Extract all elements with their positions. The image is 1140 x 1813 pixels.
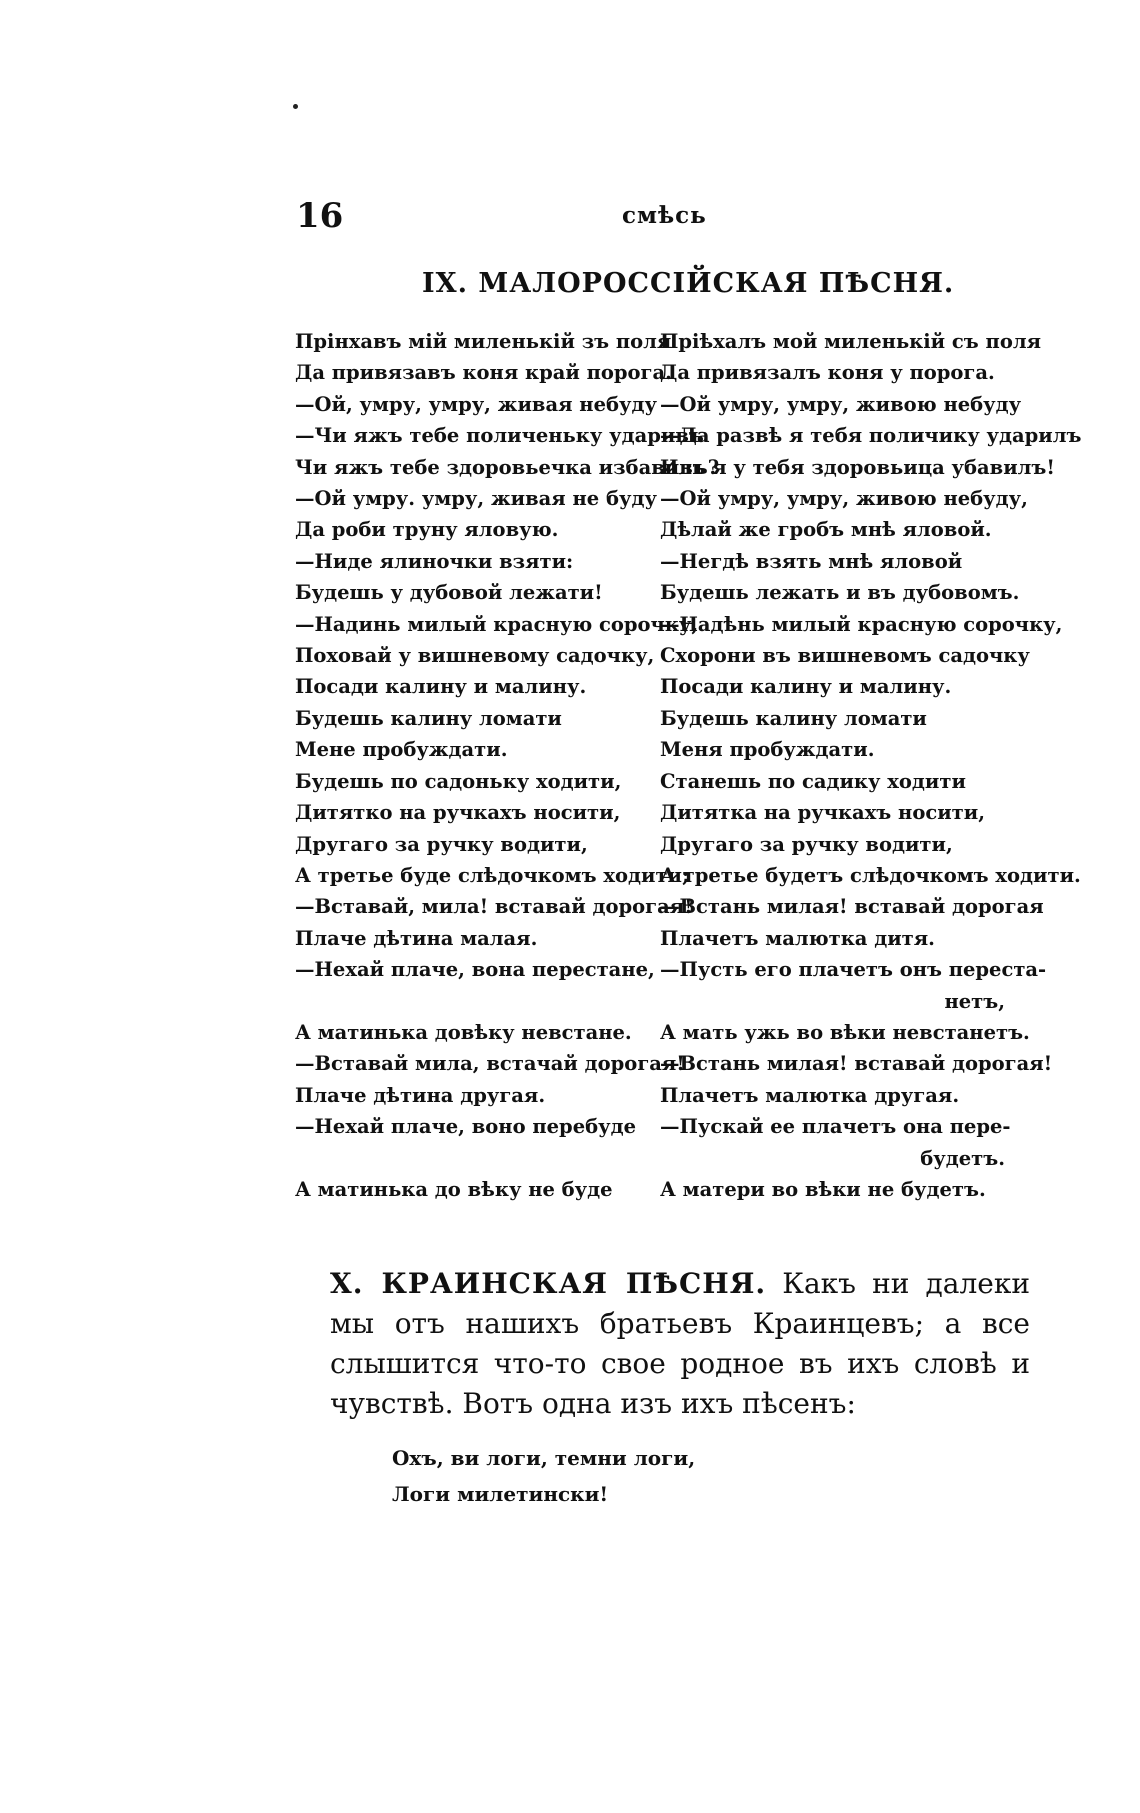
verse-line-blank	[295, 986, 719, 1017]
verse-line: Плачетъ малютка дитя.	[660, 926, 935, 950]
verse-line: Плаче дѣтина другая.	[295, 1083, 546, 1107]
verse-line: —Встань милая! вставай дорогая!	[660, 1052, 1053, 1076]
verse-line: —Надѣнь милый красную сорочку,	[660, 612, 1063, 636]
verse-line: Мене пробуждати.	[295, 738, 508, 762]
verse-line: Дитятко на ручкахъ носити,	[295, 801, 621, 825]
verse-line: —Вставай, мила! вставай дорогая!	[295, 895, 693, 919]
verse-line: —Ой умру, умру, живою небуду	[660, 392, 1022, 416]
verse-line: —Нехай плаче, воно перебуде	[295, 1115, 636, 1139]
verse-line: А третье буде слѣдочкомъ ходити;	[295, 863, 690, 887]
verse-line-continuation: нетъ,	[944, 989, 1005, 1013]
verse-line: Иль я у тебя здоровьица убавилъ!	[660, 455, 1055, 479]
verse-line: Поховай у вишневому садочку,	[295, 644, 655, 668]
verse-line: Да привязавъ коня край порога.	[295, 361, 672, 385]
verse-line: А матери во вѣки не будетъ.	[660, 1177, 986, 1201]
verse-line: Будешь калину ломати	[660, 706, 927, 730]
verse-line: —Надинь милый красную сорочку,	[295, 612, 699, 636]
section-ix-title: IX. МАЛОРОССІЙСКАЯ ПѢСНЯ.	[422, 268, 955, 299]
russian-translation-column	[660, 326, 1081, 1205]
page-number: 16	[296, 196, 344, 236]
verse-line: Прінхавъ мій миленькій зъ поля	[295, 330, 672, 353]
verse-line-continuation: будетъ.	[920, 1146, 1005, 1170]
ukrainian-text-column	[295, 326, 719, 1205]
section-x-text: Какъ ни далеки мы отъ нашихъ братьевъ Краинцевъ; а все слышится что-то свое родное въ ихъ словѣ и чувствѣ. Вотъ одна изъ ихъ пѣсенъ:	[330, 1267, 1031, 1420]
verse-line: Пріѣхалъ мой миленькій съ поля	[660, 330, 1041, 353]
verse-line: —Ой умру, умру, живою небуду,	[660, 487, 1028, 511]
verse-line: Меня пробуждати.	[660, 738, 875, 762]
verse-line: А третье будетъ слѣдочкомъ ходити.	[660, 863, 1081, 887]
verse-line: Посади калину и малину.	[660, 675, 952, 699]
verse-line: А матинька до вѣку не буде	[295, 1177, 613, 1201]
verse-line: Другаго за ручку водити,	[295, 832, 588, 856]
section-x-paragraph	[330, 1264, 1030, 1424]
section-x-title: X. КРАИНСКАЯ ПѢСНЯ.	[330, 1267, 767, 1300]
verse-line: Да привязалъ коня у порога.	[660, 361, 995, 385]
verse-line: Схорони въ вишневомъ садочку	[660, 644, 1030, 668]
verse-line: —Пусть его плачетъ онъ переста-	[660, 958, 1047, 982]
verse-line: Дитятка на ручкахъ носити,	[660, 801, 986, 825]
verse-line: Логи милетински!	[392, 1482, 609, 1506]
section-x-poem	[392, 1440, 695, 1512]
verse-line: Чи яжъ тебе здоровьечка избавивъ?	[295, 455, 720, 479]
verse-line: —Нехай плаче, вона перестане,	[295, 958, 655, 982]
verse-line: Плачетъ малютка другая.	[660, 1083, 960, 1107]
verse-line: —Пускай ее плачетъ она пере-	[660, 1115, 1011, 1139]
verse-line: —Встань милая! вставай дорогая	[660, 895, 1044, 919]
ink-speck	[293, 104, 298, 109]
verse-line: А мать ужь во вѣки невстанетъ.	[660, 1020, 1030, 1044]
verse-line: Будешь по садоньку ходити,	[295, 769, 622, 793]
verse-line-blank	[295, 1143, 719, 1174]
verse-line: —Ой умру. умру, живая не буду	[295, 487, 657, 511]
verse-line: Дѣлай же гробъ мнѣ яловой.	[660, 518, 992, 542]
verse-line: Будешь калину ломати	[295, 706, 562, 730]
verse-line: —Ой, умру, умру, живая небуду	[295, 392, 657, 416]
verse-line: Охъ, ви логи, темни логи,	[392, 1446, 696, 1470]
verse-line: —Да развѣ я тебя поличику ударилъ	[660, 424, 1082, 448]
verse-line: Станешь по садику ходити	[660, 769, 966, 793]
running-head: смѣсь	[622, 202, 707, 229]
verse-line: —Ниде ялиночки взяти:	[295, 549, 574, 573]
verse-line: Плаче дѣтина малая.	[295, 926, 538, 950]
verse-line: А матинька довѣку невстане.	[295, 1020, 632, 1044]
verse-line: Посади калину и малину.	[295, 675, 587, 699]
verse-line: Будешь у дубовой лежати!	[295, 581, 603, 605]
verse-line: Да роби труну яловую.	[295, 518, 559, 542]
verse-line: —Негдѣ взять мнѣ яловой	[660, 549, 963, 573]
verse-line: —Чи яжъ тебе поличеньку ударивъ	[295, 424, 704, 448]
verse-line: Другаго за ручку водити,	[660, 832, 953, 856]
verse-line: —Вставай мила, встачай дорогая!	[295, 1052, 685, 1076]
verse-line: Будешь лежать и въ дубовомъ.	[660, 581, 1020, 605]
